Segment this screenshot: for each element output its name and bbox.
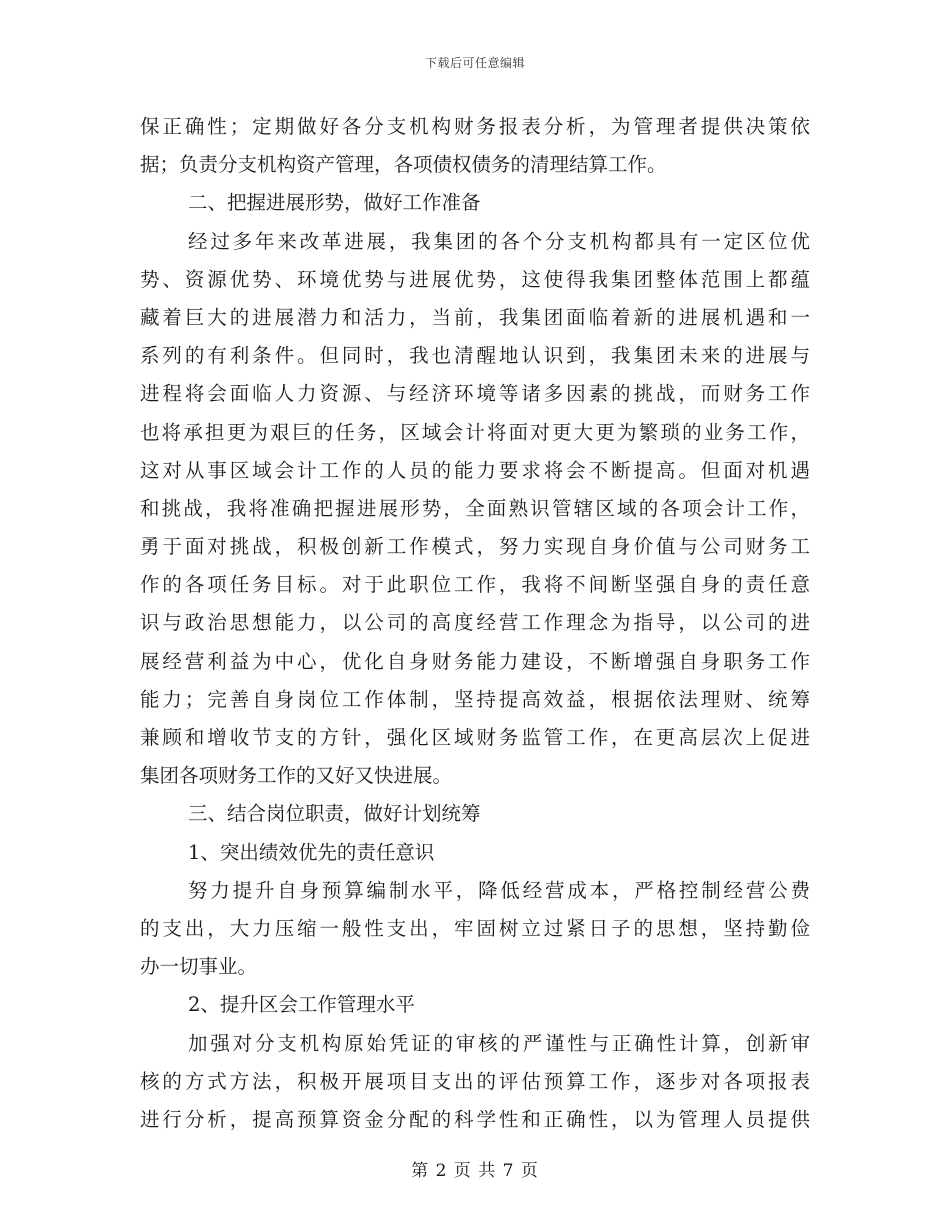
paragraph-line: 系列的有利条件。但同时，我也清醒地认识到，我集团未来的进展与 xyxy=(140,344,810,368)
paragraph-line: 藏着巨大的进展潜力和活力，当前，我集团面临着新的进展机遇和一 xyxy=(140,305,810,329)
paragraph-line: 识与政治思想能力，以公司的高度经营工作理念为指导，以公司的进 xyxy=(140,611,810,635)
subsection-heading: 2、提升区会工作管理水平 xyxy=(188,993,415,1017)
paragraph-line: 展经营利益为中心，优化自身财务能力建设，不断增强自身职务工作 xyxy=(140,649,810,673)
paragraph-line: 兼顾和增收节支的方针，强化区域财务监管工作，在更高层次上促进 xyxy=(140,726,810,749)
paragraph-line: 勇于面对挑战，积极创新工作模式，努力实现自身价值与公司财务工 xyxy=(140,535,810,559)
paragraph-line: 的支出，大力压缩一般性支出，牢固树立过紧日子的思想，坚持勤俭 xyxy=(140,916,810,940)
paragraph-line: 进行分析，提高预算资金分配的科学性和正确性，以为管理人员提供 xyxy=(140,1107,810,1131)
paragraph-line: 办一切事业。 xyxy=(140,955,258,979)
page-number: 第 2 页 共 7 页 xyxy=(411,1161,539,1181)
subsection-heading: 1、突出绩效优先的责任意识 xyxy=(188,840,435,864)
paragraph-line: 这对从事区域会计工作的人员的能力要求将会不断提高。但面对机遇 xyxy=(140,458,810,482)
paragraph-line: 能力；完善自身岗位工作体制，坚持提高效益，根据依法理财、统筹 xyxy=(140,687,810,711)
section-heading: 二、把握进展形势，做好工作准备 xyxy=(188,191,481,215)
paragraph-line: 保正确性；定期做好各分支机构财务报表分析，为管理者提供决策依 xyxy=(140,115,810,138)
paragraph-line: 和挑战，我将准确把握进展形势，全面熟识管辖区域的各项会计工作， xyxy=(140,496,810,520)
paragraph-line: 也将承担更为艰巨的任务，区域会计将面对更大更为繁琐的业务工作， xyxy=(140,420,810,444)
page-header: 下载后可任意编辑 xyxy=(424,56,525,70)
section-heading: 三、结合岗位职责，做好计划统筹 xyxy=(188,802,481,826)
paragraph-line: 加强对分支机构原始凭证的审核的严谨性与正确性计算，创新审 xyxy=(188,1031,810,1055)
paragraph-line: 经过多年来改革进展，我集团的各个分支机构都具有一定区位优 xyxy=(188,229,810,253)
paragraph-line: 据；负责分支机构资产管理，各项债权债务的清理结算工作。 xyxy=(140,153,667,177)
paragraph-line: 集团各项财务工作的又好又快进展。 xyxy=(140,764,453,788)
paragraph-line: 努力提升自身预算编制水平，降低经营成本，严格控制经营公费 xyxy=(188,878,810,902)
paragraph-line: 作的各项任务目标。对于此职位工作，我将不间断坚强自身的责任意 xyxy=(140,573,810,597)
paragraph-line: 势、资源优势、环境优势与进展优势，这使得我集团整体范围上都蕴 xyxy=(140,267,810,291)
body-text xyxy=(140,108,810,1139)
paragraph-line: 进程将会面临人力资源、与经济环境等诸多因素的挑战，而财务工作 xyxy=(140,382,810,406)
paragraph-line: 核的方式方法，积极开展项目支出的评估预算工作，逐步对各项报表 xyxy=(140,1069,810,1093)
